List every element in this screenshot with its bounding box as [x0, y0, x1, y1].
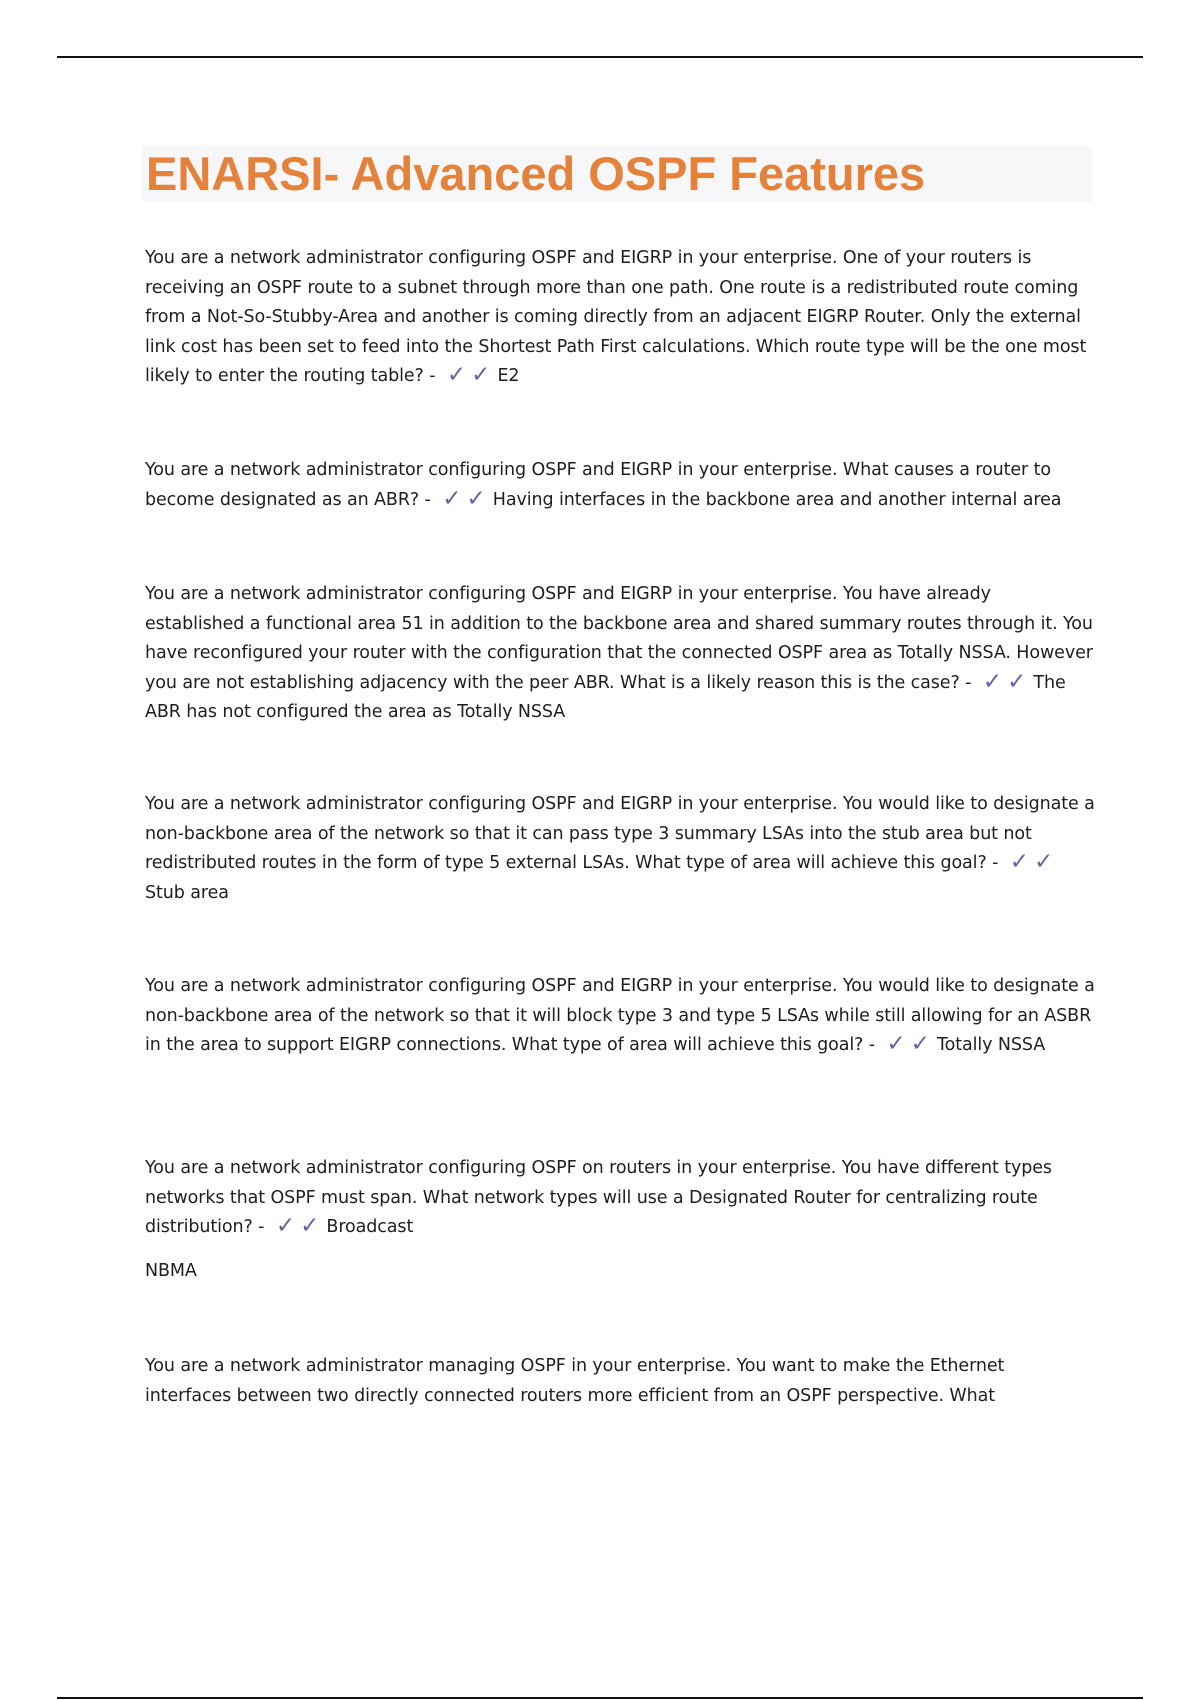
- answer-text: E2: [497, 366, 520, 386]
- qa-item-5: [145, 972, 1095, 1061]
- question-text: You are a network administrator managing OSPF in your enterprise. You want to make the Ethernet interfaces between two directly connected routers more efficient from an OSPF perspective. What: [145, 1356, 1005, 1406]
- separator: -: [959, 672, 972, 693]
- qa-item-7: [145, 1352, 1095, 1411]
- question-text: You are a network administrator configuring OSPF and EIGRP in your enterprise. One of your routers is receiving an OSPF route to a subnet through more than one path. One route is a redistributed route coming from a Not-So-Stubby-Area and another is coming directly from an adjacent EIGRP Router. Only the external link cost has been set to feed into the Shortest Path First calculations. Which route type will be the one most likely to enter the routing table?: [145, 248, 1087, 386]
- check-mark-icon: ✓✓: [982, 668, 1032, 695]
- question-text: You are a network administrator configuring OSPF and EIGRP in your enterprise. You would like to designate a non-backbone area of the network so that it can pass type 3 summary LSAs into the stub area but not redistributed routes in the form of type 5 external LSAs. What type of area will achieve this goal?: [145, 794, 1095, 873]
- separator: -: [423, 366, 436, 386]
- top-rule: [57, 56, 1143, 58]
- document-title: ENARSI- Advanced OSPF Features: [146, 147, 926, 200]
- check-mark-icon: ✓✓: [446, 362, 496, 388]
- qa-item-6: [145, 1154, 1095, 1286]
- answer-text: Stub area: [145, 882, 229, 903]
- separator: -: [863, 1035, 875, 1055]
- answer-text: Totally NSSA: [937, 1035, 1046, 1055]
- qa-item-4: [145, 790, 1095, 908]
- check-mark-icon: ✓✓: [442, 485, 491, 512]
- answer-extra-text: NBMA: [145, 1260, 197, 1281]
- question-text: You are a network administrator configuring OSPF and EIGRP in your enterprise. What causes a router to become designated as an ABR?: [145, 460, 1051, 510]
- check-mark-icon: ✓✓: [886, 1031, 936, 1057]
- qa-item-3: [145, 580, 1095, 728]
- answer-text: The ABR has not configured the area as Totally NSSA: [145, 672, 1066, 722]
- check-mark-icon: ✓✓: [1009, 849, 1059, 875]
- separator: -: [252, 1217, 265, 1237]
- bottom-rule: [57, 1697, 1143, 1699]
- answer-text: Broadcast: [326, 1217, 414, 1237]
- qa-item-2: [145, 456, 1095, 515]
- separator: -: [986, 853, 999, 873]
- question-text: You are a network administrator configuring OSPF on routers in your enterprise. You have different types networks that OSPF must span. What network types will use a Designated Router for centralizing route distribution?: [145, 1158, 1052, 1237]
- separator: -: [419, 489, 431, 510]
- check-mark-icon: ✓✓: [275, 1213, 325, 1239]
- answer-text: Having interfaces in the backbone area and another internal area: [492, 489, 1062, 510]
- question-text: You are a network administrator configuring OSPF and EIGRP in your enterprise. You would like to designate a non-backbone area of the network so that it will block type 3 and type 5 LSAs while still allowing for an ASBR in the area to support EIGRP connections. What type of area will achieve this goal?: [145, 976, 1095, 1055]
- question-text: You are a network administrator configuring OSPF and EIGRP in your enterprise. You have already established a functional area 51 in addition to the backbone area and shared summary routes through it. You have reconfigured your router with the configuration that the connected OSPF area as Totally NSSA. However you are not establishing adjacency with the peer ABR. What is a likely reason this is the case?: [145, 584, 1093, 693]
- qa-item-1: [145, 244, 1095, 392]
